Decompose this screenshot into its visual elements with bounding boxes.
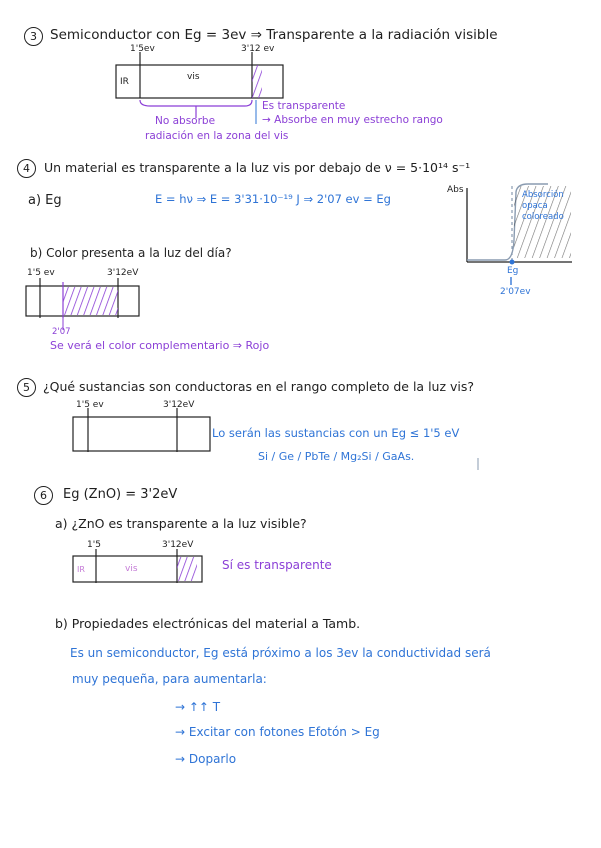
p6-number: 6 <box>34 486 53 505</box>
p6-title: Eg (ZnO) = 3'2eV <box>63 487 178 502</box>
p4-b-label: b) Color presenta a la luz del día? <box>30 246 232 260</box>
p6-a-answer: Sí es transparente <box>222 558 332 572</box>
p6-b-item-2: → Excitar con fotones Efotón > Eg <box>175 725 380 739</box>
p4-a-label: a) Eg <box>28 193 62 208</box>
p5-title: ¿Qué sustancias son conductoras en el rango completo de la luz vis? <box>43 379 475 394</box>
p4b-tick-2: 3'12eV <box>107 268 139 278</box>
p6-b-line-1: Es un semiconductor, Eg está próximo a los 3ev la conductividad será <box>70 646 491 660</box>
p5-number: 5 <box>17 378 36 397</box>
p6-vis-label: vis <box>125 564 138 574</box>
p4b-answer: Se verá el color complementario ⇒ Rojo <box>50 339 270 352</box>
p3-tick-1: 1'5ev <box>130 44 155 54</box>
p4b-mark: 2'07 <box>52 327 71 337</box>
p6-b-line-2: muy pequeña, para aumentarla: <box>72 672 267 686</box>
p6-tick-1: 1'5 <box>87 540 101 550</box>
p4b-tick-1: 1'5 ev <box>27 268 55 278</box>
p6-tick-2: 3'12eV <box>162 540 194 550</box>
p4-title: Un material es transparente a la luz vis por debajo de ν = 5·10¹⁴ s⁻¹ <box>44 160 471 175</box>
p6-b-item-1: → ↑↑ T <box>175 700 221 714</box>
p4-a-formula: E = hν ⇒ E = 3'31·10⁻¹⁹ J ⇒ 2'07 ev = Eg <box>155 192 391 206</box>
p3-no-absorbe-2: radiación en la zona del vis <box>145 130 289 142</box>
p5-tick-1: 1'5 ev <box>76 400 104 410</box>
p3-ir-label: IR <box>120 77 129 87</box>
p3-tick-2: 3'12 ev <box>241 44 275 54</box>
p5-answer-2: Si / Ge / PbTe / Mg₂Si / GaAs. <box>258 450 415 463</box>
p4-number: 4 <box>17 159 36 178</box>
graph-eg-value: 2'07ev <box>500 287 531 297</box>
p3-no-absorbe: No absorbe <box>155 115 216 127</box>
p6-ir-label: IR <box>77 565 85 574</box>
p5-tick-2: 3'12eV <box>163 400 195 410</box>
p6-b-item-3: → Doparlo <box>175 752 237 766</box>
graph-eq-sign: ‖ <box>509 276 513 285</box>
p3-number: 3 <box>24 27 43 46</box>
p3-vis-label: vis <box>187 72 200 82</box>
p4b-spectrum-bar <box>26 278 139 330</box>
p3-title: Semiconductor con Eg = 3ev ⇒ Transparente a la radiación visible <box>50 27 498 43</box>
p3-transparent-note: Es transparente <box>262 100 346 112</box>
graph-eg-label: Eg <box>507 266 519 276</box>
p6-b-label: b) Propiedades electrónicas del material a Tamb. <box>55 616 361 631</box>
graph-y-label: Abs <box>447 185 464 195</box>
p5-answer-1: Lo serán las sustancias con un Eg ≤ 1'5 eV <box>212 426 460 440</box>
p3-absorbe-note: → Absorbe en muy estrecho rango <box>262 114 443 126</box>
graph-note: Absorción opaca coloreado <box>522 190 564 222</box>
p3-spectrum-bar <box>116 52 283 124</box>
p6-a-label: a) ¿ZnO es transparente a la luz visible? <box>55 516 307 531</box>
